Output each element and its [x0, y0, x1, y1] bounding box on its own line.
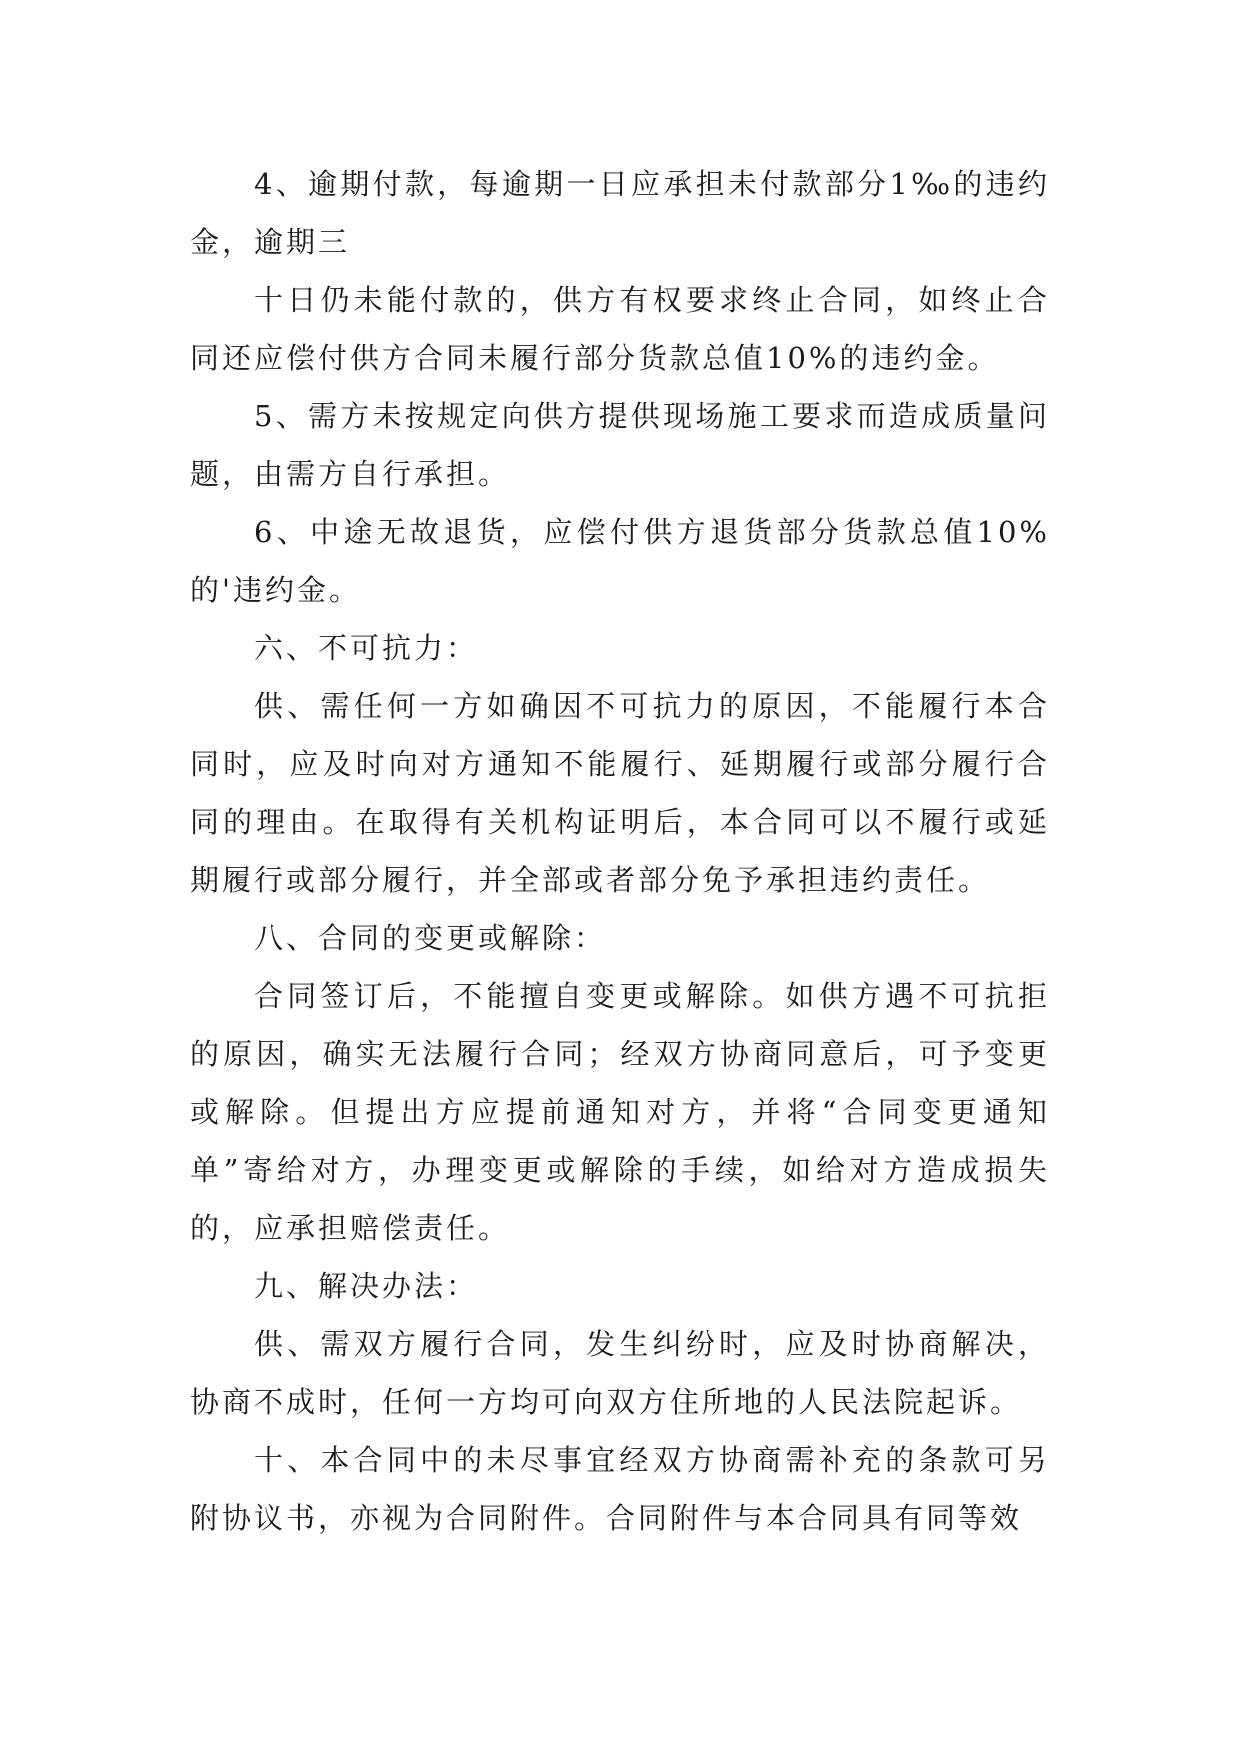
clause-5-site-requirements: 5、需方未按规定向供方提供现场施工要求而造成质量问题，由需方自行承担。 — [190, 399, 1050, 491]
clause-6-returns: 6、中途无故退货，应偿付供方退货部分货款总值10%的'违约金。 — [190, 515, 1050, 607]
section-heading-dispute-resolution: 九、解决办法： — [254, 1269, 479, 1303]
contract-body — [190, 155, 1050, 1547]
section-heading-force-majeure: 六、不可抗力： — [254, 631, 479, 665]
section-heading-change-termination: 八、合同的变更或解除： — [254, 921, 607, 955]
dispute-resolution-paragraph: 供、需双方履行合同，发生纠纷时，应及时协商解决，协商不成时，任何一方均可向双方住所地的人民法院起诉。 — [190, 1327, 1050, 1419]
clause-10-supplementary: 十、本合同中的未尽事宜经双方协商需补充的条款可另附协议书，亦视为合同附件。合同附件与本合同具有同等效 — [190, 1443, 1050, 1535]
clause-4-termination: 十日仍未能付款的，供方有权要求终止合同，如终止合同还应偿付供方合同未履行部分货款总值10%的违约金。 — [190, 283, 1050, 375]
clause-4-late-payment: 4、逾期付款，每逾期一日应承担未付款部分1‰的违约金，逾期三 — [190, 167, 1050, 259]
change-termination-paragraph: 合同签订后，不能擅自变更或解除。如供方遇不可抗拒的原因，确实无法履行合同；经双方协商同意后，可予变更或解除。但提出方应提前通知对方，并将“合同变更通知单”寄给对方，办理变更或解除的手续，如给对方造成损失的，应承担赔偿责任。 — [190, 979, 1050, 1245]
force-majeure-paragraph: 供、需任何一方如确因不可抗力的原因，不能履行本合同时，应及时向对方通知不能履行、延期履行或部分履行合同的理由。在取得有关机构证明后，本合同可以不履行或延期履行或部分履行，并全部或者部分免予承担违约责任。 — [190, 689, 1050, 897]
